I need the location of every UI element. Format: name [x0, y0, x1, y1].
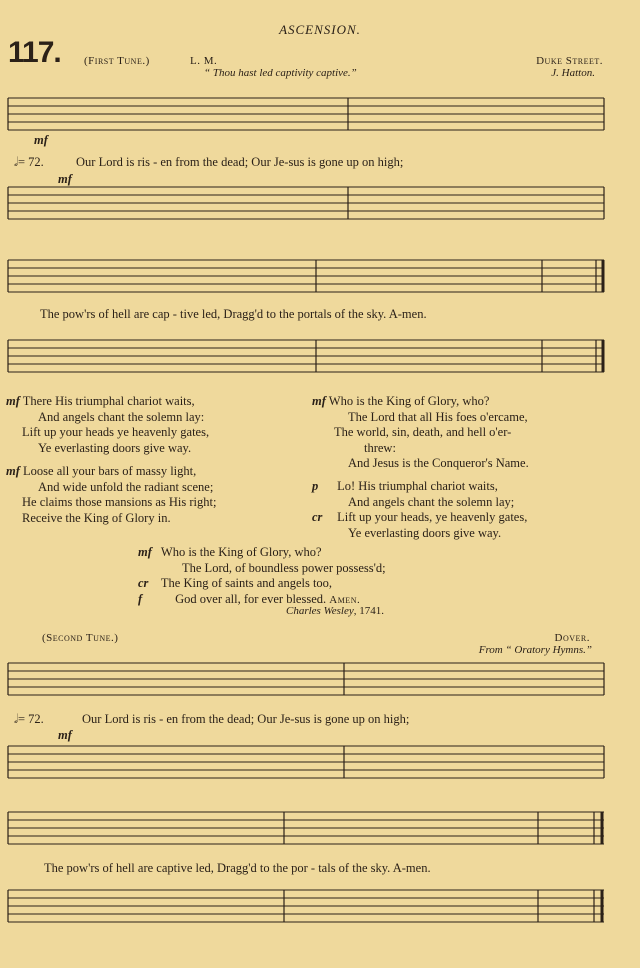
tune1-lyric-1: Our Lord is ris - en from the dead; Our Je-sus is gone up on high;	[76, 155, 404, 169]
verse-line: The Lord, of boundless power possess'd;	[182, 560, 386, 575]
verse-amen: Amen.	[329, 593, 361, 606]
verse-line: And wide unfold the radiant scene;	[38, 479, 214, 494]
tune1-tempo: 𝅗𝅥= 72.	[14, 155, 44, 169]
verse-line: Lift up your heads, ye heavenly gates,	[337, 510, 528, 524]
verse-line: And Jesus is the Conqueror's Name.	[348, 456, 529, 470]
tune2-lyric-2: The pow'rs of hell are captive led, Dragg'd to the por - tals of the sky. A-men.	[44, 861, 431, 875]
tune2-bass-staff-1	[8, 746, 606, 786]
author-year: , 1741.	[353, 605, 384, 617]
tune1-dynamic-bass: mf	[58, 172, 72, 186]
verse-line: Lift up your heads ye heavenly gates,	[22, 425, 210, 439]
verse-line: The Lord that all His foes o'ercame,	[348, 409, 528, 424]
tune2-tempo-value: = 72.	[17, 712, 44, 726]
verse-6-forte: f	[138, 591, 143, 606]
verse-line: Loose all your bars of massy light,	[23, 464, 197, 478]
verse-line: Who is the King of Glory, who?	[328, 394, 490, 408]
tune2-name: Dover.	[554, 632, 590, 644]
verse-line: The King of saints and angels too,	[160, 576, 333, 590]
hymn-number: 117.	[8, 36, 61, 69]
verse-6-cresc: cr	[138, 576, 149, 590]
tune2-lyric-1: Our Lord is ris - en from the dead; Our Je-sus is gone up on high;	[82, 712, 410, 726]
tune2-treble-staff-1	[8, 663, 606, 703]
section-title: ASCENSION.	[279, 22, 361, 37]
verse-2-dynamic: mf	[6, 394, 20, 408]
author-credit	[286, 605, 384, 617]
tune2-source	[479, 644, 592, 656]
tune1-bass-staff-2	[8, 340, 606, 380]
verse-6-dynamic: mf	[138, 545, 152, 559]
tune1-composer: J. Hatton.	[551, 67, 595, 79]
tune1-meter: L. M.	[190, 55, 218, 67]
tune2-bass-staff-2	[8, 890, 606, 930]
verse-line: Ye everlasting doors give way.	[38, 440, 192, 455]
verse-3	[6, 464, 216, 526]
verse-3-dynamic: mf	[6, 464, 20, 478]
verse-4	[312, 394, 529, 472]
verse-line: Who is the King of Glory, who?	[160, 545, 322, 559]
verse-6	[138, 545, 386, 608]
verse-5-cresc: cr	[312, 510, 323, 524]
verse-5	[312, 479, 527, 541]
tune1-dynamic-treble: mf	[34, 133, 48, 147]
verse-line: And angels chant the solemn lay;	[348, 494, 515, 509]
tune1-name: Duke Street.	[536, 55, 603, 67]
tune1-label: (First Tune.)	[84, 55, 150, 67]
tune1-lyric-2: The pow'rs of hell are cap - tive led, Dragg'd to the portals of the sky. A-men.	[40, 307, 427, 321]
verse-line: Lo! His triumphal chariot waits,	[337, 479, 498, 493]
tune2-tempo: 𝅗𝅥= 72.	[14, 712, 44, 726]
tune2-dynamic: mf	[58, 728, 72, 742]
verse-line: The world, sin, death, and hell o'er-	[334, 425, 512, 439]
tune1-treble-staff-2	[8, 260, 606, 300]
tune2-source-title: “ Oratory Hymns.”	[505, 644, 592, 656]
verse-4-dynamic: mf	[312, 394, 326, 408]
verse-line: threw:	[364, 440, 396, 455]
tune2-label: (Second Tune.)	[42, 632, 119, 644]
verse-line: Receive the King of Glory in.	[22, 510, 171, 525]
verse-line: Ye everlasting doors give way.	[348, 525, 502, 540]
verse-line: There His triumphal chariot waits,	[22, 394, 195, 408]
tune1-treble-staff-1	[8, 98, 606, 138]
tune2-treble-staff-2	[8, 812, 606, 852]
tune2-source-prefix: From	[478, 644, 503, 656]
verse-line: And angels chant the solemn lay:	[38, 409, 205, 424]
author-name: Charles Wesley	[286, 605, 354, 617]
verse-5-dynamic: p	[312, 479, 319, 493]
tune1-epigraph: “ Thou hast led captivity captive.”	[204, 67, 357, 79]
tune1-bass-staff-1	[8, 187, 606, 227]
verse-line: God over all, for ever blessed.	[175, 591, 327, 606]
verse-2	[6, 394, 209, 456]
tune1-tempo-value: = 72.	[17, 155, 44, 169]
verse-line: He claims those mansions as His right;	[22, 495, 217, 509]
